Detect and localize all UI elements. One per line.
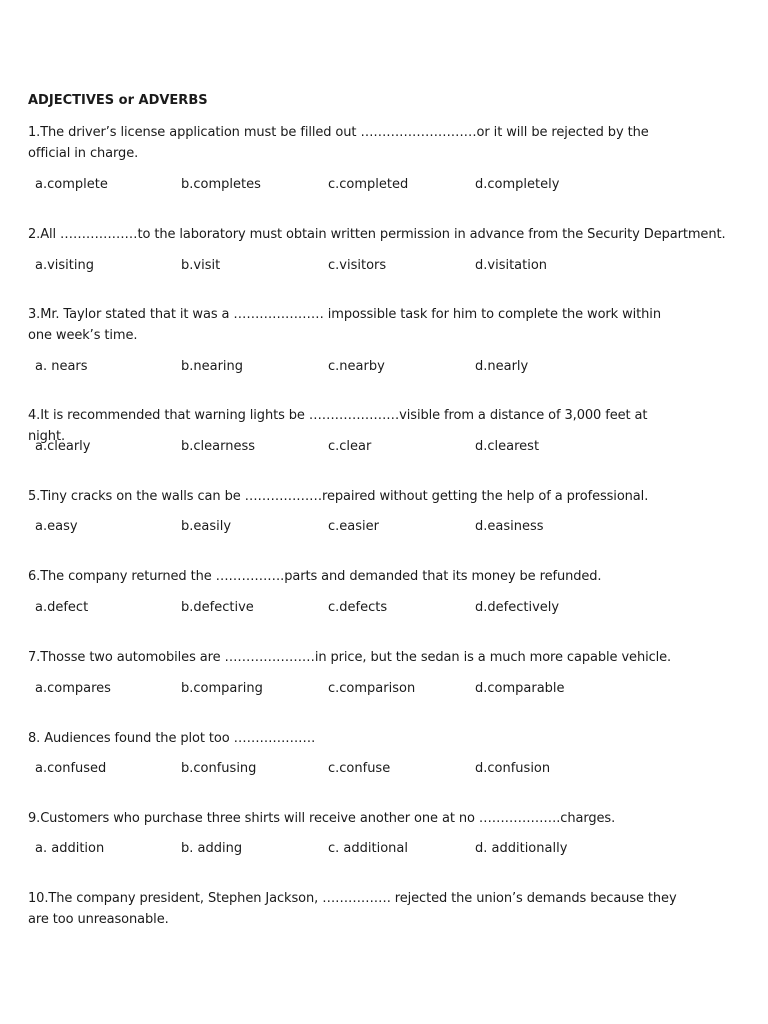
- option-b: b.comparing: [181, 681, 263, 696]
- question-8: 8. Audiences found the plot too ……………….: [28, 731, 316, 746]
- option-b: b. adding: [181, 841, 243, 856]
- option-a: a.easy: [35, 519, 78, 534]
- option-a: a.visiting: [35, 258, 94, 273]
- question-7-options: [0, 679, 768, 699]
- question-6: 6.The company returned the …………….parts and demanded that its money be refunded.: [28, 569, 602, 584]
- option-d: d.confusion: [475, 761, 551, 776]
- option-c: c.completed: [328, 177, 409, 192]
- question-4: 4.It is recommended that warning lights be …………………visible from a distance of 3,000 feet at night.: [28, 408, 648, 444]
- option-a: a.confused: [35, 761, 107, 776]
- option-d: d.visitation: [475, 258, 548, 273]
- option-b: b.easily: [181, 519, 232, 534]
- question-2: 2.All ………………to the laboratory must obtain written permission in advance from the Security Department.: [28, 227, 726, 242]
- question-9: 9.Customers who purchase three shirts will receive another one at no ……………….charges.: [28, 811, 616, 826]
- option-b: b.nearing: [181, 359, 244, 374]
- option-d: d.defectively: [475, 600, 560, 615]
- question-3: 3.Mr. Taylor stated that it was a ………………… impossible task for him to complete the work within one week’s time.: [28, 307, 661, 343]
- question-3-options: [0, 357, 768, 377]
- option-d: d. additionally: [475, 841, 568, 856]
- question-5: 5.Tiny cracks on the walls can be ………………repaired without getting the help of a professional.: [28, 489, 649, 504]
- option-c: c.confuse: [328, 761, 391, 776]
- option-c: c.comparison: [328, 681, 416, 696]
- question-4-options: [0, 437, 768, 457]
- option-d: d.comparable: [475, 681, 565, 696]
- option-b: b.visit: [181, 258, 221, 273]
- question-10: 10.The company president, Stephen Jackson, ……………. rejected the union’s demands because they are too unreasonable.: [28, 891, 677, 927]
- option-b: b.defective: [181, 600, 254, 615]
- option-d: d.easiness: [475, 519, 544, 534]
- option-b: b.confusing: [181, 761, 257, 776]
- option-b: b.completes: [181, 177, 261, 192]
- option-c: c.defects: [328, 600, 388, 615]
- option-c: c.clear: [328, 439, 372, 454]
- option-a: a.clearly: [35, 439, 91, 454]
- option-d: d.nearly: [475, 359, 529, 374]
- option-c: c. additional: [328, 841, 408, 856]
- option-d: d.completely: [475, 177, 560, 192]
- worksheet-title: ADJECTIVES or ADVERBS: [28, 93, 208, 108]
- option-c: c.nearby: [328, 359, 385, 374]
- option-a: a.defect: [35, 600, 89, 615]
- option-d: d.clearest: [475, 439, 540, 454]
- question-2-options: [0, 256, 768, 276]
- question-7: 7.Thosse two automobiles are …………………in price, but the sedan is a much more capable vehicle.: [28, 650, 672, 665]
- option-a: a.compares: [35, 681, 111, 696]
- question-8-options: [0, 759, 768, 779]
- option-a: a. addition: [35, 841, 105, 856]
- option-c: c.easier: [328, 519, 379, 534]
- question-5-options: [0, 517, 768, 537]
- question-6-options: [0, 598, 768, 618]
- question-1: 1.The driver’s license application must be filled out ………………………or it will be rejected by the official in charge.: [28, 125, 649, 161]
- question-1-options: [0, 175, 768, 195]
- option-a: a.complete: [35, 177, 108, 192]
- option-b: b.clearness: [181, 439, 256, 454]
- option-c: c.visitors: [328, 258, 387, 273]
- question-9-options: [0, 839, 768, 859]
- option-a: a. nears: [35, 359, 88, 374]
